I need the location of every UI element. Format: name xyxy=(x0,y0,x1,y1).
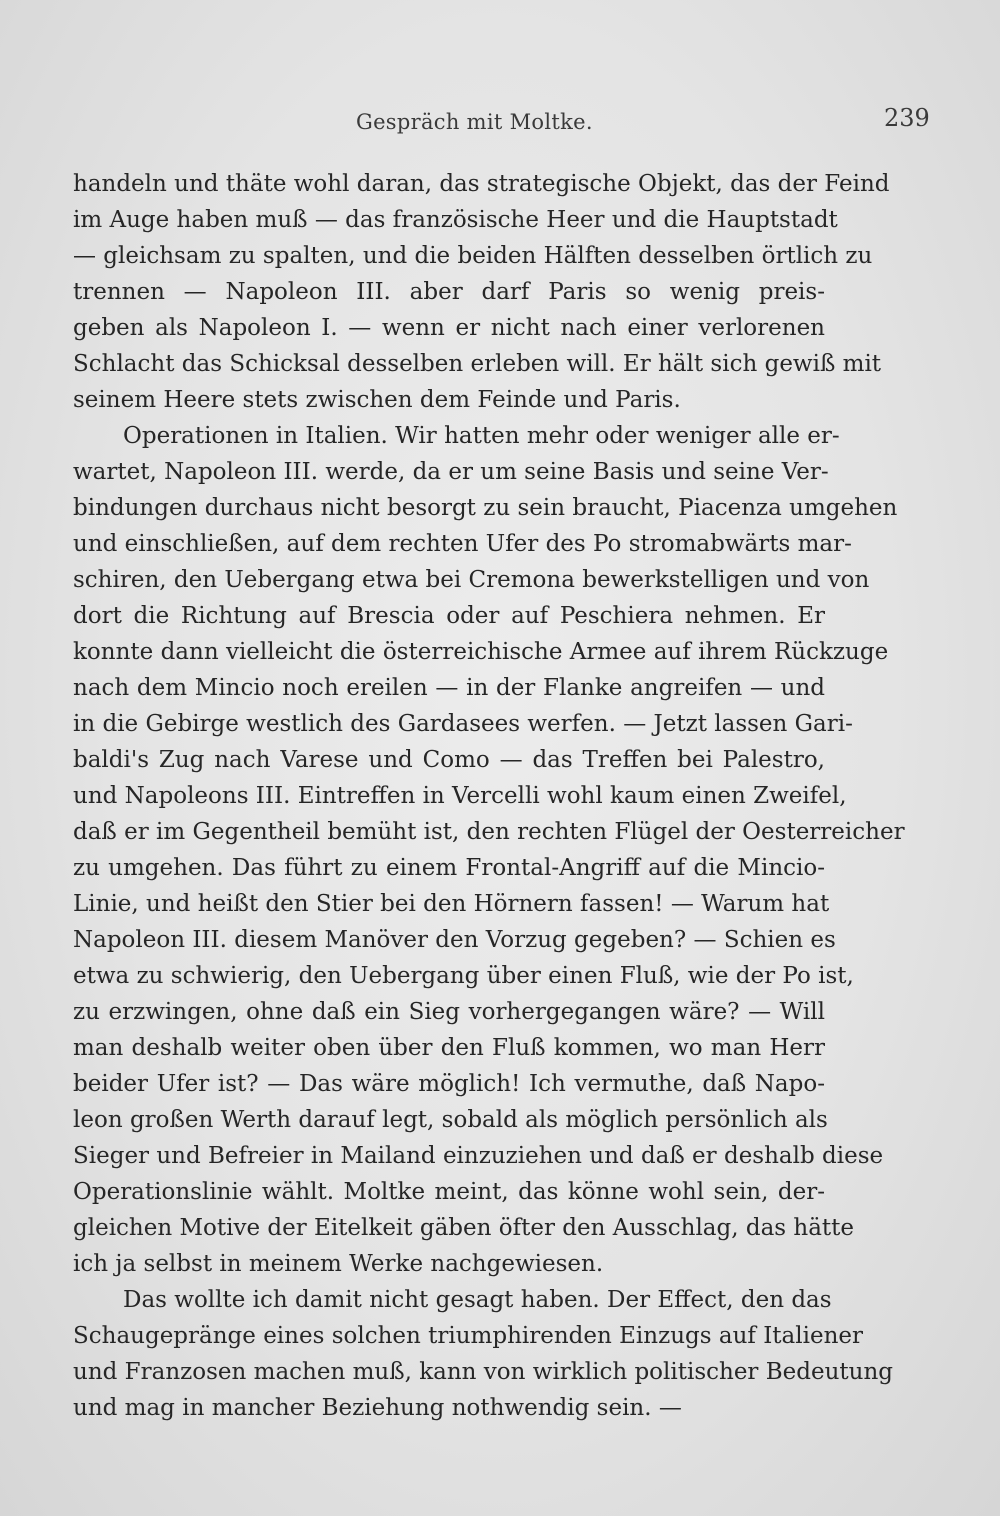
text-line: zu umgehen. Das führt zu einem Frontal-Angriff auf die Mincio- xyxy=(73,855,825,881)
text-line: und einschließen, auf dem rechten Ufer des Po stromabwärts mar- xyxy=(73,531,852,557)
text-line: — gleichsam zu spalten, und die beiden Hälften desselben örtlich zu xyxy=(73,243,873,269)
text-line: und Franzosen machen muß, kann von wirklich politischer Bedeutung xyxy=(73,1359,893,1385)
text-line: dort die Richtung auf Brescia oder auf Peschiera nehmen. Er xyxy=(73,603,825,629)
text-line: trennen — Napoleon III. aber darf Paris so wenig preis- xyxy=(73,279,825,305)
text-line: Schaugepränge eines solchen triumphirenden Einzugs auf Italiener xyxy=(73,1323,863,1349)
text-line: und Napoleons III. Eintreffen in Vercelli wohl kaum einen Zweifel, xyxy=(73,783,847,809)
text-line: seinem Heere stets zwischen dem Feinde und Paris. xyxy=(73,387,681,413)
text-line: handeln und thäte wohl daran, das strategische Objekt, das der Feind xyxy=(73,171,890,197)
text-line: bindungen durchaus nicht besorgt zu sein braucht, Piacenza umgehen xyxy=(73,495,898,521)
text-line: geben als Napoleon I. — wenn er nicht nach einer verlorenen xyxy=(73,315,825,341)
text-line: konnte dann vielleicht die österreichische Armee auf ihrem Rückzuge xyxy=(73,639,889,665)
text-line: gleichen Motive der Eitelkeit gäben öfter den Ausschlag, das hätte xyxy=(73,1215,855,1241)
page-number: 239 xyxy=(884,104,930,132)
text-line: man deshalb weiter oben über den Fluß kommen, wo man Herr xyxy=(73,1035,825,1061)
text-line: Schlacht das Schicksal desselben erleben will. Er hält sich gewiß mit xyxy=(73,351,882,377)
text-line: daß er im Gegentheil bemüht ist, den rechten Flügel der Oesterreicher xyxy=(73,819,905,845)
text-line: Operationslinie wählt. Moltke meint, das könne wohl sein, der- xyxy=(73,1179,825,1205)
text-line: schiren, den Uebergang etwa bei Cremona bewerkstelligen und von xyxy=(73,567,870,593)
text-line: beider Ufer ist? — Das wäre möglich! Ich vermuthe, daß Napo- xyxy=(73,1071,825,1097)
text-line: Napoleon III. diesem Manöver den Vorzug gegeben? — Schien es xyxy=(73,927,836,953)
text-line: baldi's Zug nach Varese und Como — das Treffen bei Palestro, xyxy=(73,747,825,773)
text-line: Das wollte ich damit nicht gesagt haben. Der Effect, den das xyxy=(123,1287,832,1313)
text-line: ich ja selbst in meinem Werke nachgewiesen. xyxy=(73,1251,604,1277)
text-line: Linie, und heißt den Stier bei den Hörnern fassen! — Warum hat xyxy=(73,891,830,917)
running-head: Gespräch mit Moltke. xyxy=(356,110,593,134)
text-line: und mag in mancher Beziehung nothwendig sein. — xyxy=(73,1395,682,1421)
text-line: etwa zu schwierig, den Uebergang über einen Fluß, wie der Po ist, xyxy=(73,963,854,989)
text-line: Operationen in Italien. Wir hatten mehr oder weniger alle er- xyxy=(123,423,840,449)
text-line: in die Gebirge westlich des Gardasees werfen. — Jetzt lassen Gari- xyxy=(73,711,853,737)
text-line: im Auge haben muß — das französische Heer und die Hauptstadt xyxy=(73,207,838,233)
text-line: zu erzwingen, ohne daß ein Sieg vorhergegangen wäre? — Will xyxy=(73,999,825,1025)
text-line: wartet, Napoleon III. werde, da er um seine Basis und seine Ver- xyxy=(73,459,829,485)
text-line: Sieger und Befreier in Mailand einzuziehen und daß er deshalb diese xyxy=(73,1143,884,1169)
text-line: leon großen Werth darauf legt, sobald als möglich persönlich als xyxy=(73,1107,828,1133)
text-line: nach dem Mincio noch ereilen — in der Flanke angreifen — und xyxy=(73,675,825,701)
